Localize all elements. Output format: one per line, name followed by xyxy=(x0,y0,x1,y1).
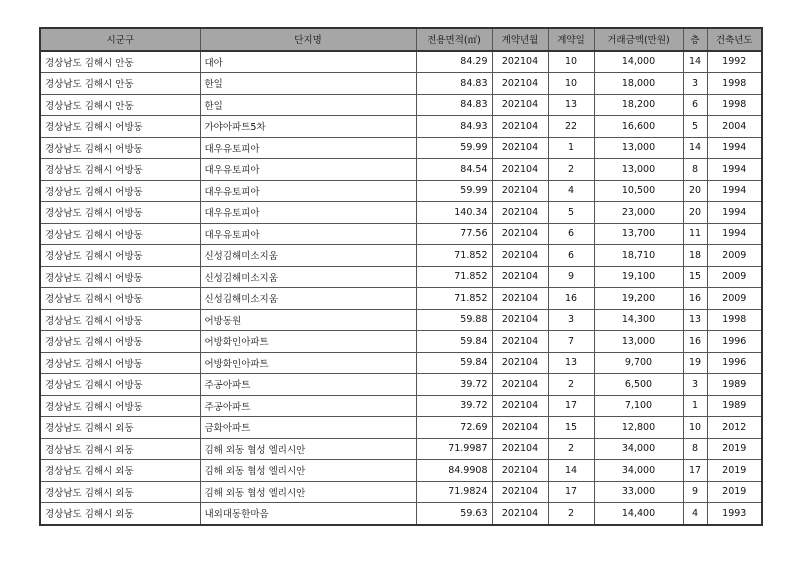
cell-sigungu: 경상남도 김해시 어방동 xyxy=(40,266,200,288)
cell-sigungu: 경상남도 김해시 어방동 xyxy=(40,352,200,374)
cell-contract-ym: 202104 xyxy=(492,481,548,503)
cell-build-year: 2009 xyxy=(707,266,762,288)
cell-price: 14,400 xyxy=(594,503,683,525)
cell-contract-day: 2 xyxy=(548,159,594,181)
cell-price: 18,710 xyxy=(594,245,683,267)
cell-build-year: 1989 xyxy=(707,374,762,396)
cell-area: 84.29 xyxy=(416,51,492,73)
cell-contract-ym: 202104 xyxy=(492,374,548,396)
cell-build-year: 1994 xyxy=(707,159,762,181)
table-row xyxy=(40,460,762,482)
cell-contract-ym: 202104 xyxy=(492,395,548,417)
cell-floor: 16 xyxy=(683,331,707,353)
cell-complex: 신성김해미소지움 xyxy=(200,266,416,288)
cell-area: 59.99 xyxy=(416,137,492,159)
cell-floor: 1 xyxy=(683,395,707,417)
table-row xyxy=(40,73,762,95)
cell-contract-day: 2 xyxy=(548,438,594,460)
cell-contract-ym: 202104 xyxy=(492,245,548,267)
cell-sigungu: 경상남도 김해시 외동 xyxy=(40,481,200,503)
cell-price: 23,000 xyxy=(594,202,683,224)
cell-sigungu: 경상남도 김해시 어방동 xyxy=(40,309,200,331)
cell-floor: 15 xyxy=(683,266,707,288)
cell-floor: 19 xyxy=(683,352,707,374)
cell-contract-ym: 202104 xyxy=(492,116,548,138)
cell-area: 77.56 xyxy=(416,223,492,245)
cell-price: 13,000 xyxy=(594,159,683,181)
table-row xyxy=(40,395,762,417)
cell-sigungu: 경상남도 김해시 어방동 xyxy=(40,288,200,310)
cell-area: 72.69 xyxy=(416,417,492,439)
cell-contract-day: 2 xyxy=(548,503,594,525)
cell-complex: 주공아파트 xyxy=(200,395,416,417)
col-header-area: 전용면적(㎡) xyxy=(416,28,492,51)
cell-price: 6,500 xyxy=(594,374,683,396)
cell-complex: 신성김해미소지움 xyxy=(200,288,416,310)
cell-price: 10,500 xyxy=(594,180,683,202)
cell-contract-day: 6 xyxy=(548,223,594,245)
cell-floor: 4 xyxy=(683,503,707,525)
table-row xyxy=(40,180,762,202)
table-row xyxy=(40,438,762,460)
cell-area: 84.54 xyxy=(416,159,492,181)
cell-build-year: 1998 xyxy=(707,73,762,95)
table-row xyxy=(40,481,762,503)
cell-complex: 한일 xyxy=(200,73,416,95)
cell-price: 9,700 xyxy=(594,352,683,374)
table-row xyxy=(40,331,762,353)
cell-price: 13,700 xyxy=(594,223,683,245)
cell-contract-ym: 202104 xyxy=(492,309,548,331)
cell-contract-day: 9 xyxy=(548,266,594,288)
cell-price: 18,000 xyxy=(594,73,683,95)
cell-floor: 6 xyxy=(683,94,707,116)
cell-complex: 김해 외동 협성 엘리시안 xyxy=(200,460,416,482)
cell-price: 34,000 xyxy=(594,438,683,460)
cell-area: 59.84 xyxy=(416,352,492,374)
cell-area: 59.88 xyxy=(416,309,492,331)
cell-build-year: 1996 xyxy=(707,352,762,374)
cell-sigungu: 경상남도 김해시 어방동 xyxy=(40,331,200,353)
col-header-price: 거래금액(만원) xyxy=(594,28,683,51)
table-row xyxy=(40,503,762,525)
cell-area: 39.72 xyxy=(416,374,492,396)
cell-floor: 3 xyxy=(683,73,707,95)
cell-build-year: 2019 xyxy=(707,481,762,503)
cell-area: 59.84 xyxy=(416,331,492,353)
cell-contract-day: 13 xyxy=(548,94,594,116)
cell-contract-ym: 202104 xyxy=(492,352,548,374)
cell-sigungu: 경상남도 김해시 어방동 xyxy=(40,202,200,224)
cell-complex: 어방화인아파트 xyxy=(200,331,416,353)
col-header-sigungu: 시군구 xyxy=(40,28,200,51)
cell-build-year: 1998 xyxy=(707,309,762,331)
col-header-build-year: 건축년도 xyxy=(707,28,762,51)
table-row xyxy=(40,223,762,245)
cell-sigungu: 경상남도 김해시 안동 xyxy=(40,51,200,73)
cell-price: 13,000 xyxy=(594,331,683,353)
cell-floor: 11 xyxy=(683,223,707,245)
cell-complex: 대우유토피아 xyxy=(200,202,416,224)
cell-sigungu: 경상남도 김해시 어방동 xyxy=(40,245,200,267)
cell-area: 59.63 xyxy=(416,503,492,525)
cell-contract-day: 7 xyxy=(548,331,594,353)
cell-price: 18,200 xyxy=(594,94,683,116)
cell-contract-ym: 202104 xyxy=(492,331,548,353)
table-row xyxy=(40,94,762,116)
cell-complex: 김해 외동 협성 엘리시안 xyxy=(200,438,416,460)
table-row xyxy=(40,245,762,267)
cell-contract-day: 15 xyxy=(548,417,594,439)
cell-sigungu: 경상남도 김해시 어방동 xyxy=(40,116,200,138)
cell-floor: 14 xyxy=(683,137,707,159)
cell-area: 59.99 xyxy=(416,180,492,202)
cell-contract-day: 14 xyxy=(548,460,594,482)
cell-area: 84.83 xyxy=(416,94,492,116)
cell-contract-day: 1 xyxy=(548,137,594,159)
cell-price: 12,800 xyxy=(594,417,683,439)
cell-contract-ym: 202104 xyxy=(492,503,548,525)
cell-area: 71.852 xyxy=(416,288,492,310)
cell-price: 34,000 xyxy=(594,460,683,482)
cell-build-year: 1994 xyxy=(707,137,762,159)
cell-floor: 18 xyxy=(683,245,707,267)
cell-complex: 가야아파트5차 xyxy=(200,116,416,138)
cell-price: 19,100 xyxy=(594,266,683,288)
cell-floor: 8 xyxy=(683,159,707,181)
cell-sigungu: 경상남도 김해시 어방동 xyxy=(40,395,200,417)
cell-contract-day: 5 xyxy=(548,202,594,224)
cell-price: 14,000 xyxy=(594,51,683,73)
cell-contract-ym: 202104 xyxy=(492,223,548,245)
cell-price: 7,100 xyxy=(594,395,683,417)
cell-complex: 대아 xyxy=(200,51,416,73)
cell-complex: 어방동원 xyxy=(200,309,416,331)
cell-build-year: 2019 xyxy=(707,460,762,482)
cell-complex: 대우유토피아 xyxy=(200,223,416,245)
cell-price: 16,600 xyxy=(594,116,683,138)
cell-floor: 20 xyxy=(683,202,707,224)
cell-floor: 14 xyxy=(683,51,707,73)
cell-build-year: 1994 xyxy=(707,180,762,202)
cell-area: 84.93 xyxy=(416,116,492,138)
cell-floor: 8 xyxy=(683,438,707,460)
col-header-contract-ym: 계약년월 xyxy=(492,28,548,51)
cell-contract-day: 13 xyxy=(548,352,594,374)
table-row xyxy=(40,352,762,374)
cell-build-year: 1994 xyxy=(707,223,762,245)
cell-contract-ym: 202104 xyxy=(492,288,548,310)
cell-complex: 금화아파트 xyxy=(200,417,416,439)
cell-floor: 3 xyxy=(683,374,707,396)
table-row xyxy=(40,266,762,288)
cell-price: 14,300 xyxy=(594,309,683,331)
cell-price: 19,200 xyxy=(594,288,683,310)
cell-complex: 대우유토피아 xyxy=(200,137,416,159)
cell-contract-ym: 202104 xyxy=(492,460,548,482)
cell-sigungu: 경상남도 김해시 안동 xyxy=(40,73,200,95)
cell-floor: 16 xyxy=(683,288,707,310)
cell-build-year: 1998 xyxy=(707,94,762,116)
cell-contract-ym: 202104 xyxy=(492,51,548,73)
cell-complex: 주공아파트 xyxy=(200,374,416,396)
cell-price: 33,000 xyxy=(594,481,683,503)
cell-area: 84.83 xyxy=(416,73,492,95)
cell-contract-ym: 202104 xyxy=(492,417,548,439)
cell-floor: 9 xyxy=(683,481,707,503)
cell-area: 84.9908 xyxy=(416,460,492,482)
col-header-complex: 단지명 xyxy=(200,28,416,51)
cell-build-year: 1993 xyxy=(707,503,762,525)
cell-sigungu: 경상남도 김해시 외동 xyxy=(40,417,200,439)
cell-contract-day: 22 xyxy=(548,116,594,138)
table-row xyxy=(40,116,762,138)
header-row xyxy=(40,28,762,51)
cell-contract-ym: 202104 xyxy=(492,73,548,95)
cell-price: 13,000 xyxy=(594,137,683,159)
cell-contract-day: 17 xyxy=(548,481,594,503)
cell-contract-day: 4 xyxy=(548,180,594,202)
cell-contract-day: 10 xyxy=(548,51,594,73)
cell-area: 71.9987 xyxy=(416,438,492,460)
cell-sigungu: 경상남도 김해시 어방동 xyxy=(40,180,200,202)
cell-build-year: 1992 xyxy=(707,51,762,73)
table-row xyxy=(40,374,762,396)
cell-area: 71.852 xyxy=(416,245,492,267)
cell-sigungu: 경상남도 김해시 어방동 xyxy=(40,159,200,181)
cell-sigungu: 경상남도 김해시 어방동 xyxy=(40,223,200,245)
cell-complex: 대우유토피아 xyxy=(200,159,416,181)
cell-floor: 20 xyxy=(683,180,707,202)
cell-complex: 한일 xyxy=(200,94,416,116)
cell-contract-day: 3 xyxy=(548,309,594,331)
cell-build-year: 1994 xyxy=(707,202,762,224)
cell-area: 71.9824 xyxy=(416,481,492,503)
cell-contract-ym: 202104 xyxy=(492,438,548,460)
cell-sigungu: 경상남도 김해시 안동 xyxy=(40,94,200,116)
cell-build-year: 1989 xyxy=(707,395,762,417)
cell-build-year: 2009 xyxy=(707,245,762,267)
col-header-contract-day: 계약일 xyxy=(548,28,594,51)
table-row xyxy=(40,51,762,73)
cell-build-year: 1996 xyxy=(707,331,762,353)
cell-floor: 5 xyxy=(683,116,707,138)
cell-complex: 김해 외동 협성 엘리시안 xyxy=(200,481,416,503)
cell-floor: 17 xyxy=(683,460,707,482)
cell-complex: 신성김해미소지움 xyxy=(200,245,416,267)
cell-contract-day: 10 xyxy=(548,73,594,95)
cell-area: 39.72 xyxy=(416,395,492,417)
table-row xyxy=(40,309,762,331)
cell-contract-ym: 202104 xyxy=(492,266,548,288)
cell-area: 140.34 xyxy=(416,202,492,224)
cell-contract-day: 2 xyxy=(548,374,594,396)
cell-build-year: 2012 xyxy=(707,417,762,439)
cell-contract-ym: 202104 xyxy=(492,202,548,224)
cell-build-year: 2004 xyxy=(707,116,762,138)
cell-contract-ym: 202104 xyxy=(492,159,548,181)
table-row xyxy=(40,159,762,181)
cell-contract-day: 16 xyxy=(548,288,594,310)
cell-contract-day: 17 xyxy=(548,395,594,417)
table-row xyxy=(40,137,762,159)
cell-floor: 10 xyxy=(683,417,707,439)
cell-contract-ym: 202104 xyxy=(492,137,548,159)
cell-contract-day: 6 xyxy=(548,245,594,267)
transaction-table xyxy=(39,27,763,526)
cell-sigungu: 경상남도 김해시 외동 xyxy=(40,503,200,525)
cell-build-year: 2009 xyxy=(707,288,762,310)
table-row xyxy=(40,202,762,224)
cell-complex: 내외대동한마음 xyxy=(200,503,416,525)
table-row xyxy=(40,417,762,439)
col-header-floor: 층 xyxy=(683,28,707,51)
cell-sigungu: 경상남도 김해시 외동 xyxy=(40,438,200,460)
cell-floor: 13 xyxy=(683,309,707,331)
cell-contract-ym: 202104 xyxy=(492,94,548,116)
cell-sigungu: 경상남도 김해시 어방동 xyxy=(40,374,200,396)
cell-sigungu: 경상남도 김해시 어방동 xyxy=(40,137,200,159)
cell-area: 71.852 xyxy=(416,266,492,288)
table-row xyxy=(40,288,762,310)
cell-complex: 대우유토피아 xyxy=(200,180,416,202)
cell-complex: 어방화인아파트 xyxy=(200,352,416,374)
cell-build-year: 2019 xyxy=(707,438,762,460)
cell-contract-ym: 202104 xyxy=(492,180,548,202)
cell-sigungu: 경상남도 김해시 외동 xyxy=(40,460,200,482)
